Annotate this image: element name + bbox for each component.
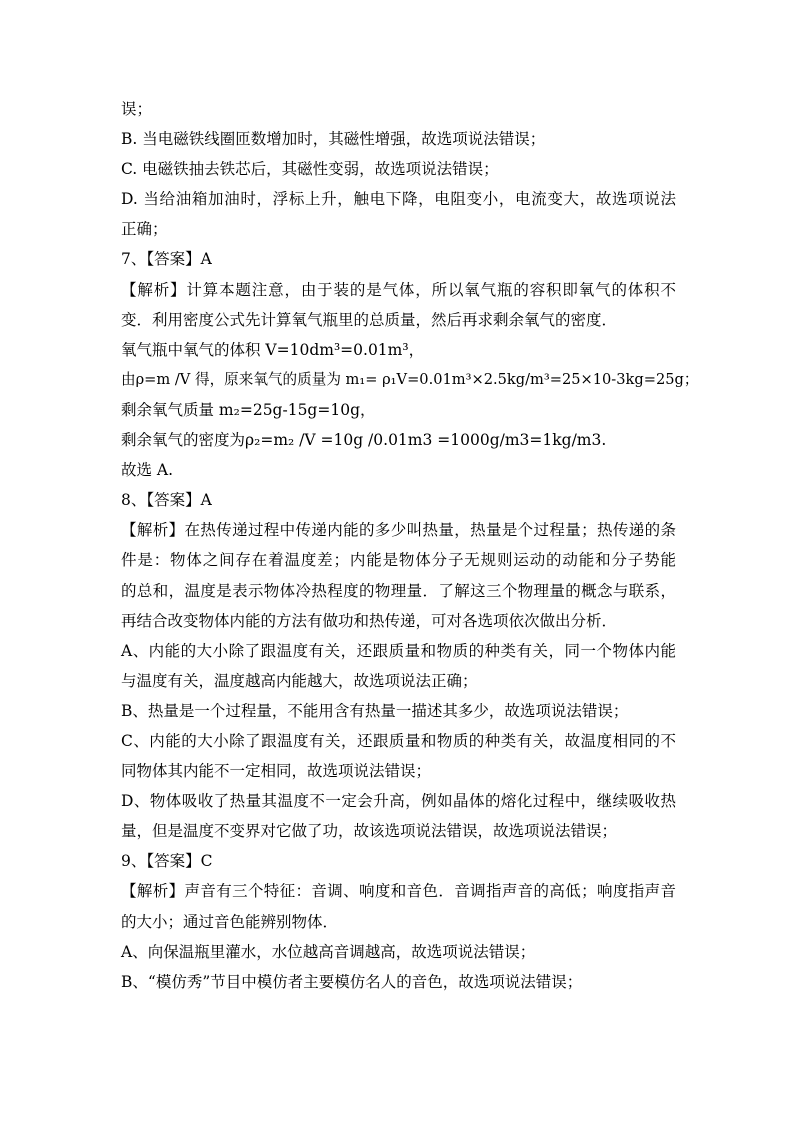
text-line: B、热量是一个过程量，不能用含有热量一描述其多少，故选项说法错误；: [121, 701, 629, 720]
text-line: 再结合改变物体内能的方法有做功和热传递，可对各选项依次做出分析．: [121, 611, 618, 630]
text-line: 量，但是温度不变界对它做了功，故该选项说法错误，故选项说法错误；: [121, 822, 618, 841]
text-line: 【解析】计算本题注意，由于装的是气体，所以氧气瓶的容积即氧气的体积不: [121, 280, 676, 299]
formula-line: 剩余氧气的密度为ρ₂=m₂ /V =10g /0.01m3 =1000g/m3=1kg/m3.: [121, 431, 607, 450]
text-line: 【解析】声音有三个特征：音调、响度和音色．音调指声音的高低；响度指声音: [121, 882, 676, 901]
text-line: B. 当电磁铁线圈匝数增加时，其磁性增强，故选项说法错误；: [121, 130, 546, 149]
text-line: 件是：物体之间存在着温度差；内能是物体分子无规则运动的动能和分子势能: [121, 551, 676, 570]
text-line: B、“模仿秀”节目中模仿者主要模仿名人的音色，故选项说法错误；: [121, 972, 583, 991]
text-line: 故选 A.: [121, 461, 174, 480]
text-line: 【解析】在热传递过程中传递内能的多少叫热量，热量是个过程量；热传递的条: [121, 521, 676, 540]
text-line: 同物体其内能不一定相同，故选项说法错误；: [121, 762, 432, 781]
document-page: [121, 94, 699, 997]
text-line: A、向保温瓶里灌水，水位越高音调越高，故选项说法错误；: [121, 942, 536, 961]
formula-line: 由ρ=m /V 得，原来氧气的质量为 m₁= ρ₁V=0.01m³×2.5kg/m³=25×10-3kg=25g；: [121, 370, 699, 388]
formula-line: 氧气瓶中氧气的体积 V=10dm³=0.01m³，: [121, 340, 425, 359]
formula-line: 剩余氧气质量 m₂=25g-15g=10g，: [121, 400, 376, 419]
text-line: 正确；: [121, 220, 168, 239]
answer-heading: 8、【答案】A: [121, 491, 212, 510]
answer-heading: 9、【答案】C: [121, 852, 213, 871]
text-line: 与温度有关，温度越高内能越大，故选项说法正确；: [121, 671, 478, 690]
text-line: D、物体吸收了热量其温度不一定会升高，例如晶体的熔化过程中，继续吸收热: [121, 792, 676, 811]
text-line: D. 当给油箱加油时，浮标上升，触电下降，电阻变小，电流变大，故选项说法: [121, 190, 676, 209]
answer-heading: 7、【答案】A: [121, 250, 212, 269]
text-line: 的大小；通过音色能辨别物体．: [121, 912, 339, 931]
text-line: C. 电磁铁抽去铁芯后，其磁性变弱，故选项说法错误；: [121, 160, 499, 179]
text-line: C、内能的大小除了跟温度有关，还跟质量和物质的种类有关，故温度相同的不: [121, 731, 676, 750]
text-line: 误；: [121, 100, 153, 118]
text-line: 的总和，温度是表示物体冷热程度的物理量．了解这三个物理量的概念与联系，: [121, 581, 676, 600]
text-line: A、内能的大小除了跟温度有关，还跟质量和物质的种类有关，同一个物体内能: [121, 641, 676, 660]
text-line: 变．利用密度公式先计算氧气瓶里的总质量，然后再求剩余氧气的密度．: [121, 310, 618, 329]
